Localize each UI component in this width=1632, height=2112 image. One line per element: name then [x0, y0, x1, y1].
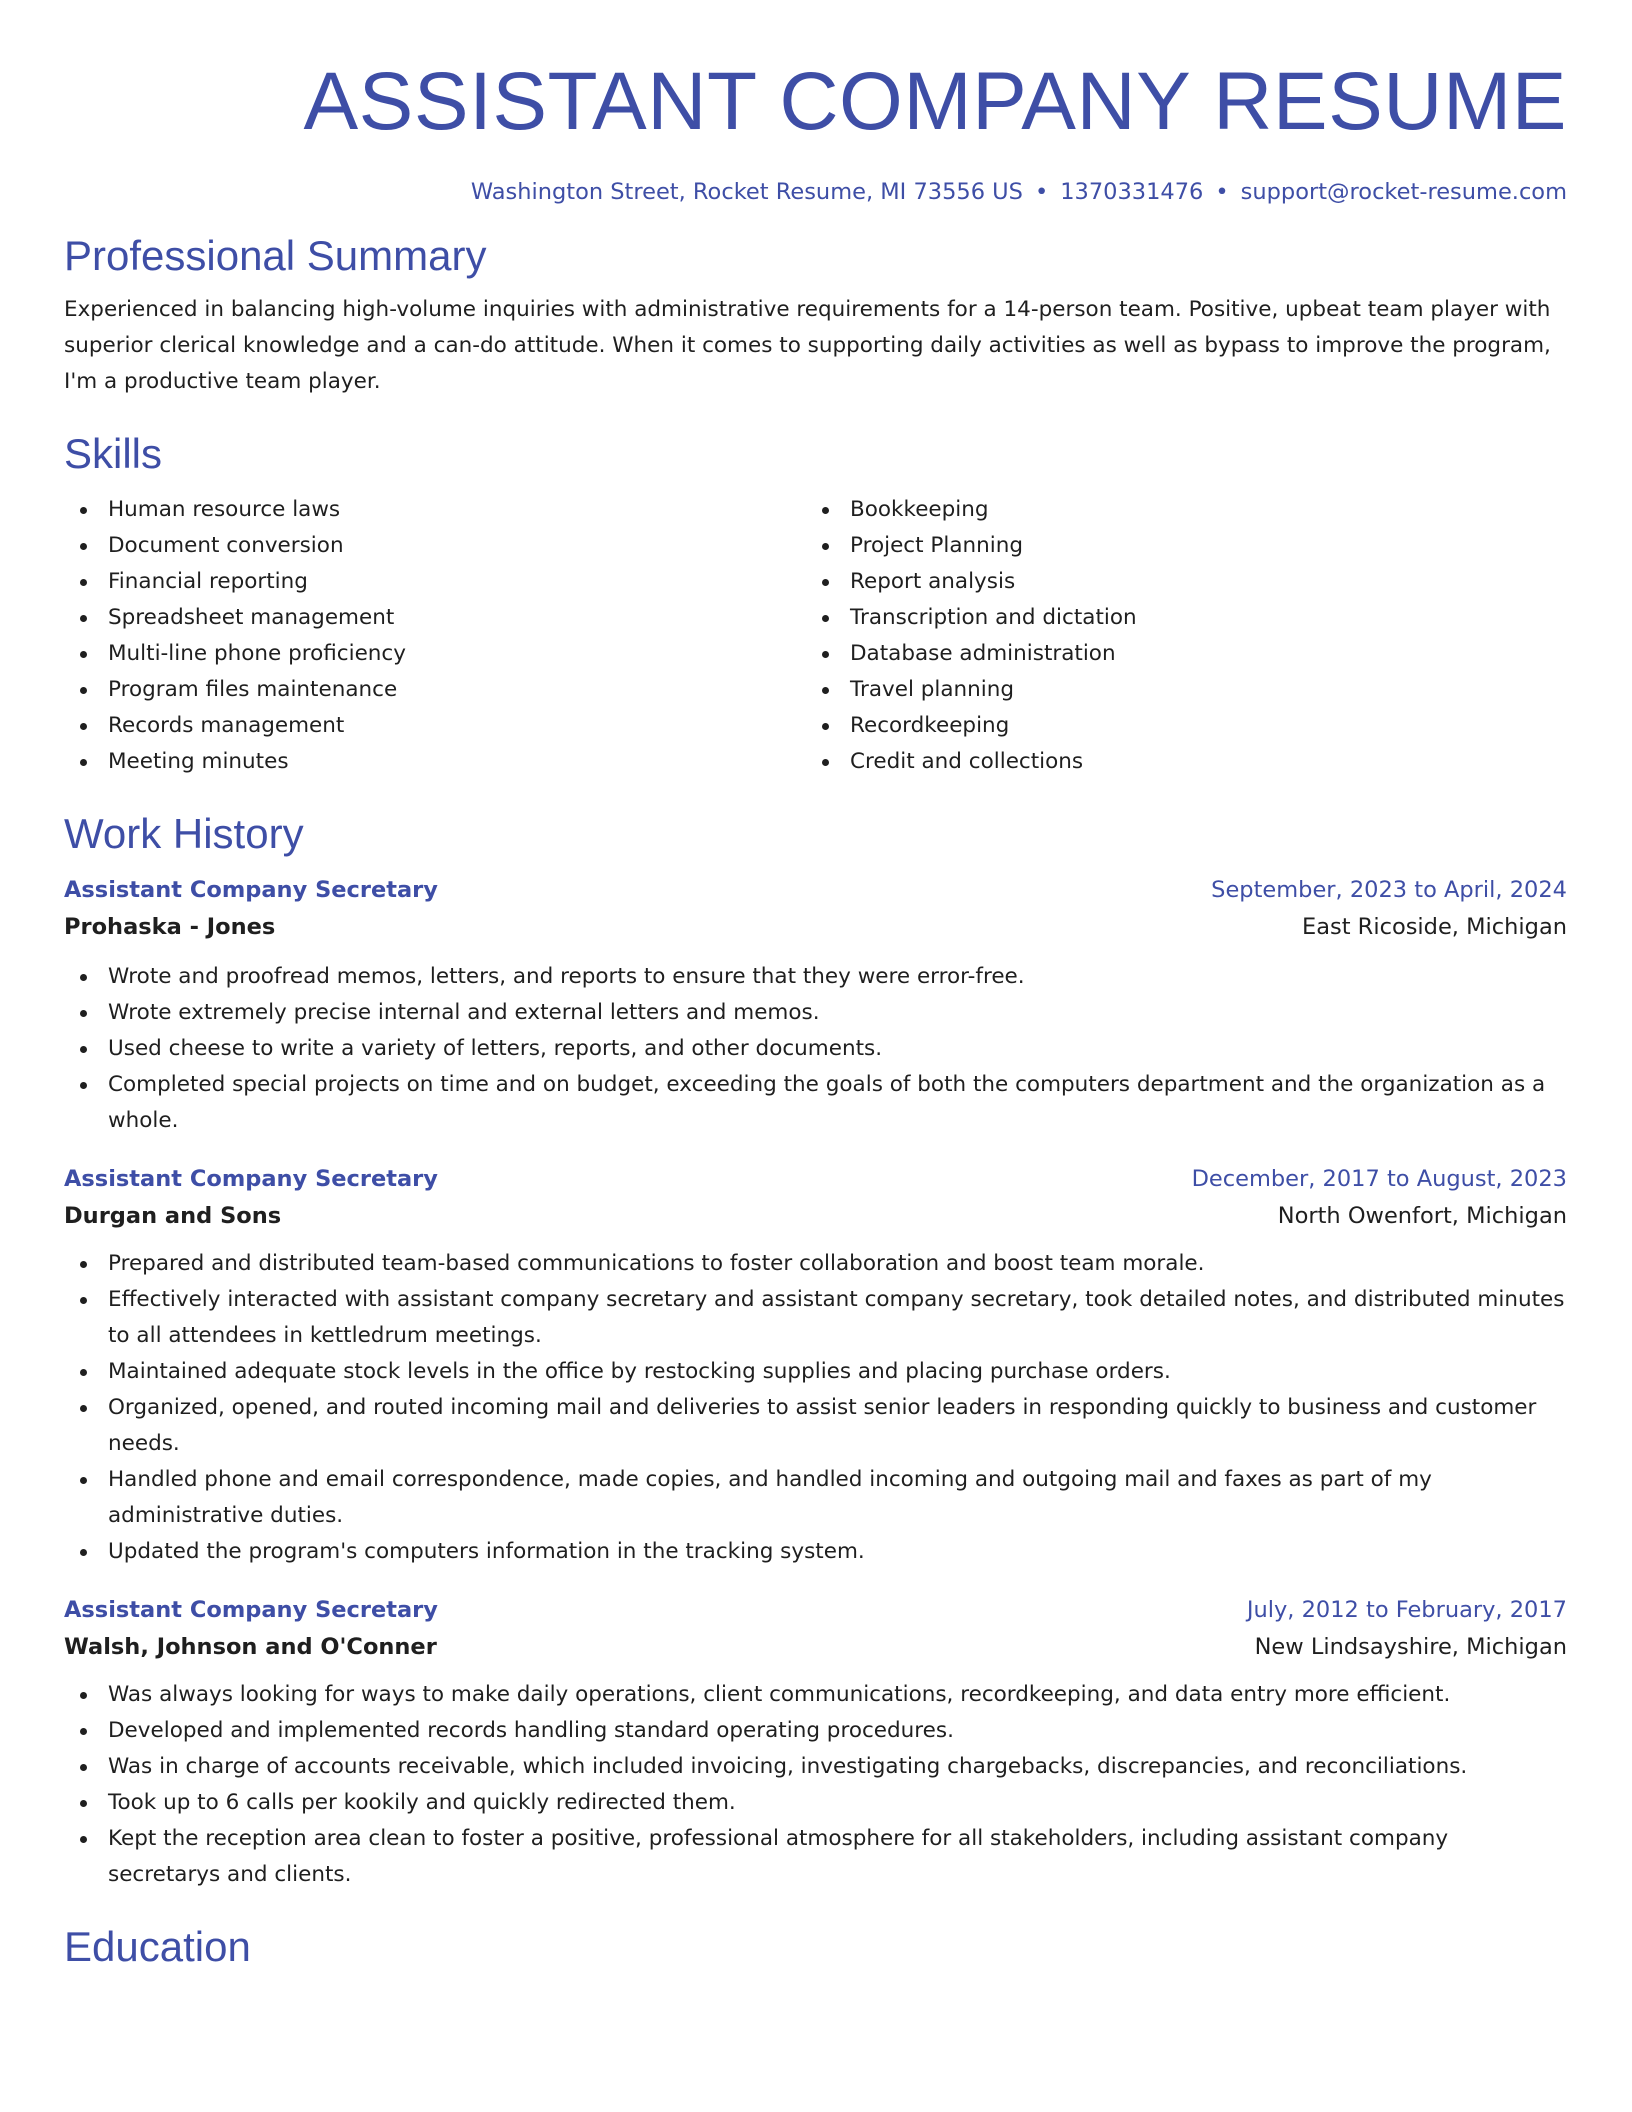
job-bullet: Was always looking for ways to make daily operations, client communications, recordkeeping, and data entry more efficient. — [64, 1677, 1567, 1713]
education-heading: Education — [64, 1923, 251, 1970]
work-history-section — [64, 808, 1567, 1893]
job-bullet: Used cheese to write a variety of letters, reports, and other documents. — [64, 1031, 1567, 1067]
skills-heading: Skills — [64, 430, 163, 477]
job-title: Assistant Company Secretary — [64, 877, 438, 903]
contact-separator: • — [1215, 179, 1229, 205]
skill-item: Human resource laws — [64, 492, 806, 528]
skill-item: Spreadsheet management — [64, 600, 806, 636]
job-company: Durgan and Sons — [64, 1203, 282, 1229]
job-title-row — [64, 1161, 1567, 1197]
job-dates: December, 2017 to August, 2023 — [1191, 1166, 1567, 1192]
work-history-heading: Work History — [64, 810, 304, 857]
contact-address: Washington Street, Rocket Resume, MI 73556 US — [470, 179, 1023, 205]
job-company: Prohaska - Jones — [64, 914, 276, 940]
job-company-row — [64, 1628, 1567, 1666]
job-entry — [64, 872, 1567, 1139]
job-bullet: Organized, opened, and routed incoming mail and deliveries to assist senior leaders in responding quickly to business and customer needs. — [64, 1390, 1567, 1462]
skill-item: Document conversion — [64, 528, 806, 564]
contact-line — [64, 176, 1567, 208]
job-dates: September, 2023 to April, 2024 — [1211, 877, 1567, 903]
skills-columns — [64, 492, 1567, 780]
job-bullet: Completed special projects on time and on budget, exceeding the goals of both the computers department and the organization as a whole. — [64, 1067, 1567, 1139]
job-location: North Owenfort, Michigan — [1277, 1203, 1567, 1229]
skill-item: Recordkeeping — [806, 708, 1548, 744]
skill-item: Financial reporting — [64, 564, 806, 600]
job-location: East Ricoside, Michigan — [1301, 914, 1567, 940]
job-bullet: Kept the reception area clean to foster a positive, professional atmosphere for all stakeholders, including assistant company secretarys and clients. — [64, 1821, 1567, 1893]
job-bullet: Wrote and proofread memos, letters, and reports to ensure that they were error-free. — [64, 959, 1567, 995]
job-dates: July, 2012 to February, 2017 — [1246, 1597, 1567, 1623]
job-title: Assistant Company Secretary — [64, 1166, 438, 1192]
job-title: Assistant Company Secretary — [64, 1597, 438, 1623]
job-company-row — [64, 1197, 1567, 1235]
resume-header — [64, 0, 1567, 208]
job-bullet: Wrote extremely precise internal and external letters and memos. — [64, 995, 1567, 1031]
skill-item: Credit and collections — [806, 744, 1548, 780]
job-company-row — [64, 908, 1567, 946]
skills-left-list — [64, 492, 806, 780]
skill-item: Meeting minutes — [64, 744, 806, 780]
skill-item: Travel planning — [806, 672, 1548, 708]
summary-heading: Professional Summary — [64, 232, 487, 279]
job-location: New Lindsayshire, Michigan — [1254, 1634, 1567, 1660]
job-title-row — [64, 872, 1567, 908]
skill-item: Records management — [64, 708, 806, 744]
summary-text: Experienced in balancing high-volume inquiries with administrative requirements for a 14-person team. Positive, upbeat team player with superior clerical knowledge and a can-do attitude. When it comes to supporting daily activities as well as bypass to improve the program, I'm a productive team player. — [64, 297, 1551, 394]
job-bullet: Maintained adequate stock levels in the office by restocking supplies and placing purchase orders. — [64, 1354, 1567, 1390]
education-section — [64, 1921, 1567, 1973]
job-bullet: Developed and implemented records handling standard operating procedures. — [64, 1713, 1567, 1749]
job-entry — [64, 1592, 1567, 1893]
job-bullet: Took up to 6 calls per kookily and quickly redirected them. — [64, 1785, 1567, 1821]
job-bullet: Effectively interacted with assistant company secretary and assistant company secretary, took detailed notes, and distributed minutes to all attendees in kettledrum meetings. — [64, 1282, 1567, 1354]
contact-phone: 1370331476 — [1060, 179, 1204, 205]
skill-item: Project Planning — [806, 528, 1548, 564]
resume-page — [64, 0, 1567, 1973]
skills-section — [64, 428, 1567, 780]
contact-separator: • — [1034, 179, 1049, 205]
job-bullet: Handled phone and email correspondence, made copies, and handled incoming and outgoing mail and faxes as part of my administrative duties. — [64, 1462, 1567, 1534]
job-bullet: Prepared and distributed team-based communications to foster collaboration and boost team morale. — [64, 1246, 1567, 1282]
job-bullet: Was in charge of accounts receivable, which included invoicing, investigating chargebacks, discrepancies, and reconciliations. — [64, 1749, 1567, 1785]
job-entry — [64, 1161, 1567, 1570]
job-bullet: Updated the program's computers information in the tracking system. — [64, 1534, 1567, 1570]
skill-item: Transcription and dictation — [806, 600, 1548, 636]
job-bullets — [64, 1677, 1567, 1893]
skill-item: Multi-line phone proficiency — [64, 636, 806, 672]
contact-email: support@rocket-resume.com — [1240, 179, 1567, 205]
skill-item: Report analysis — [806, 564, 1548, 600]
job-company: Walsh, Johnson and O'Conner — [64, 1634, 437, 1660]
skill-item: Bookkeeping — [806, 492, 1548, 528]
skill-item: Database administration — [806, 636, 1548, 672]
summary-section — [64, 230, 1567, 400]
job-bullets — [64, 959, 1567, 1139]
resume-title: ASSISTANT COMPANY RESUME — [303, 56, 1567, 147]
job-title-row — [64, 1592, 1567, 1628]
job-bullets — [64, 1246, 1567, 1570]
skill-item: Program files maintenance — [64, 672, 806, 708]
skills-right-list — [806, 492, 1548, 780]
